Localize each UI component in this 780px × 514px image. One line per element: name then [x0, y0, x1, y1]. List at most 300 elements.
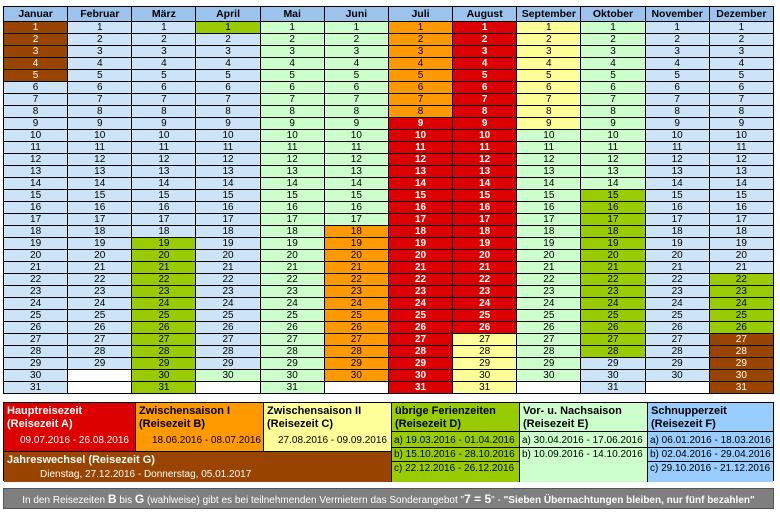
day-cell: 12 [260, 154, 324, 166]
legend-c-subtitle: (Reisezeit C) [267, 418, 334, 430]
day-cell: 18 [260, 226, 324, 238]
day-cell: 25 [517, 310, 581, 322]
day-cell: 28 [388, 346, 452, 358]
day-cell: 29 [581, 358, 645, 370]
day-cell: 29 [324, 358, 388, 370]
day-cell: 10 [709, 130, 773, 142]
day-cell: 15 [196, 190, 260, 202]
day-cell: 11 [645, 142, 709, 154]
day-cell: 29 [68, 358, 132, 370]
day-cell: 23 [709, 286, 773, 298]
day-cell: 3 [709, 46, 773, 58]
day-cell: 28 [260, 346, 324, 358]
day-cell: 27 [260, 334, 324, 346]
day-cell: 9 [68, 118, 132, 130]
special-offer-banner [3, 488, 774, 509]
day-cell: 26 [453, 322, 517, 334]
day-cell: 5 [453, 70, 517, 82]
day-cell: 10 [324, 130, 388, 142]
day-cell: 17 [453, 214, 517, 226]
day-cell: 10 [68, 130, 132, 142]
day-cell: 20 [517, 250, 581, 262]
day-cell: 1 [517, 22, 581, 34]
day-cell: 15 [68, 190, 132, 202]
day-cell: 13 [196, 166, 260, 178]
day-cell: 9 [581, 118, 645, 130]
day-cell: 26 [4, 322, 68, 334]
day-cell: 20 [324, 250, 388, 262]
day-cell: 16 [517, 202, 581, 214]
day-cell: 4 [324, 58, 388, 70]
legend-c [264, 403, 392, 451]
banner-season-b: B [107, 492, 117, 506]
month-header-11: November [645, 7, 709, 22]
day-cell: 4 [388, 58, 452, 70]
day-row [4, 46, 774, 58]
day-row [4, 226, 774, 238]
day-cell: 12 [453, 154, 517, 166]
day-cell: 26 [581, 322, 645, 334]
day-cell: 18 [581, 226, 645, 238]
day-row [4, 106, 774, 118]
month-header-10: Oktober [581, 7, 645, 22]
day-cell: 26 [132, 322, 196, 334]
day-cell: 16 [709, 202, 773, 214]
day-cell: 22 [388, 274, 452, 286]
day-cell: 7 [324, 94, 388, 106]
day-cell: 23 [324, 286, 388, 298]
banner-season-g: G [134, 492, 145, 506]
day-row [4, 118, 774, 130]
day-cell: 3 [260, 46, 324, 58]
day-cell: 13 [260, 166, 324, 178]
day-cell: 21 [260, 262, 324, 274]
day-cell: 8 [132, 106, 196, 118]
day-cell: 31 [132, 382, 196, 394]
day-cell: 1 [196, 22, 260, 34]
day-cell: 31 [388, 382, 452, 394]
day-cell: 24 [453, 298, 517, 310]
day-cell: 2 [645, 34, 709, 46]
day-cell: 14 [645, 178, 709, 190]
day-cell: 5 [517, 70, 581, 82]
day-row [4, 298, 774, 310]
month-header-row [4, 7, 774, 22]
banner-offer: 7 = 5 [464, 492, 492, 506]
day-cell: 30 [709, 370, 773, 382]
day-cell: 27 [68, 334, 132, 346]
day-cell: 26 [324, 322, 388, 334]
day-cell: 3 [4, 46, 68, 58]
day-cell: 9 [517, 118, 581, 130]
day-cell: 1 [709, 22, 773, 34]
day-cell: 4 [196, 58, 260, 70]
day-cell: 7 [453, 94, 517, 106]
day-cell: 13 [132, 166, 196, 178]
day-cell: 15 [453, 190, 517, 202]
day-cell: 24 [388, 298, 452, 310]
day-row [4, 274, 774, 286]
day-cell: 16 [132, 202, 196, 214]
day-cell: 16 [4, 202, 68, 214]
day-cell: 22 [709, 274, 773, 286]
legend-a [4, 403, 136, 451]
day-cell: 25 [388, 310, 452, 322]
day-cell: 31 [581, 382, 645, 394]
day-cell: 19 [324, 238, 388, 250]
day-cell: 27 [196, 334, 260, 346]
day-cell: 21 [453, 262, 517, 274]
day-cell: 11 [709, 142, 773, 154]
day-cell: 7 [709, 94, 773, 106]
day-cell: 18 [4, 226, 68, 238]
day-cell: 23 [453, 286, 517, 298]
day-cell: 19 [4, 238, 68, 250]
legend-d-range-c: c) 22.12.2016 - 26.12.2016 [392, 461, 519, 475]
day-cell: 30 [453, 370, 517, 382]
day-cell: 4 [132, 58, 196, 70]
day-cell: 3 [388, 46, 452, 58]
day-cell: 18 [645, 226, 709, 238]
day-row [4, 82, 774, 94]
day-cell: 28 [68, 346, 132, 358]
legend-d-title: übrige Ferienzeiten [395, 405, 496, 417]
day-cell: 11 [324, 142, 388, 154]
day-cell: 28 [453, 346, 517, 358]
day-cell: 2 [324, 34, 388, 46]
legend-a-range: 09.07.2016 - 26.08.2016 [20, 435, 129, 446]
day-cell: 19 [645, 238, 709, 250]
legend-g [4, 451, 392, 482]
legend-f-range-a: a) 06.01.2016 - 18.03.2016 [648, 431, 773, 447]
day-row [4, 370, 774, 382]
day-row [4, 70, 774, 82]
day-cell: 22 [4, 274, 68, 286]
day-row [4, 94, 774, 106]
day-cell: 24 [4, 298, 68, 310]
day-cell: 24 [196, 298, 260, 310]
banner-mid2: (wahlweise) gibt es bei teilnehmenden Vermietern das Sonderangebot " [144, 495, 465, 506]
day-cell: 20 [645, 250, 709, 262]
day-cell: 8 [68, 106, 132, 118]
day-row [4, 22, 774, 34]
day-cell: 9 [453, 118, 517, 130]
day-cell: 24 [132, 298, 196, 310]
legend-b-title: Zwischensaison I [139, 405, 231, 417]
legend-d-range-b: b) 15.10.2016 - 28.10.2016 [392, 447, 519, 461]
day-cell: 29 [709, 358, 773, 370]
day-cell: 27 [453, 334, 517, 346]
day-cell: 23 [645, 286, 709, 298]
day-cell: 20 [4, 250, 68, 262]
day-cell: 13 [388, 166, 452, 178]
day-cell: 25 [709, 310, 773, 322]
legend-e-range-b: b) 10.09.2016 - 14.10.2016 [520, 447, 647, 461]
day-cell: 1 [453, 22, 517, 34]
day-cell: 9 [388, 118, 452, 130]
day-cell: 8 [645, 106, 709, 118]
day-row [4, 202, 774, 214]
day-cell: 10 [581, 130, 645, 142]
day-cell: 6 [68, 82, 132, 94]
day-cell: 12 [517, 154, 581, 166]
day-cell: 12 [4, 154, 68, 166]
day-cell: 6 [453, 82, 517, 94]
day-cell: 1 [324, 22, 388, 34]
legend-f-title: Schnupperzeit [651, 405, 727, 417]
day-row [4, 34, 774, 46]
day-cell: 8 [581, 106, 645, 118]
day-cell: 15 [709, 190, 773, 202]
day-cell: 2 [709, 34, 773, 46]
day-row [4, 166, 774, 178]
day-cell: 25 [453, 310, 517, 322]
day-cell: 29 [645, 358, 709, 370]
day-cell: 7 [581, 94, 645, 106]
day-cell: 8 [196, 106, 260, 118]
day-cell: 14 [324, 178, 388, 190]
day-cell: 9 [4, 118, 68, 130]
day-cell: 28 [709, 346, 773, 358]
day-cell: 31 [4, 382, 68, 394]
banner-mid3: " - [491, 495, 504, 506]
day-cell: 13 [645, 166, 709, 178]
day-cell: 21 [324, 262, 388, 274]
day-cell: 12 [196, 154, 260, 166]
day-cell: 4 [517, 58, 581, 70]
day-cell: 30 [581, 370, 645, 382]
day-cell: 3 [645, 46, 709, 58]
day-cell: 19 [68, 238, 132, 250]
empty-cell [645, 382, 709, 394]
legend-e [520, 403, 648, 482]
day-cell: 14 [4, 178, 68, 190]
day-cell: 31 [709, 382, 773, 394]
day-cell: 7 [517, 94, 581, 106]
day-cell: 23 [132, 286, 196, 298]
legend-f [648, 403, 773, 482]
day-cell: 14 [453, 178, 517, 190]
day-cell: 17 [517, 214, 581, 226]
day-cell: 24 [517, 298, 581, 310]
day-cell: 30 [4, 370, 68, 382]
day-cell: 22 [260, 274, 324, 286]
day-cell: 27 [324, 334, 388, 346]
day-cell: 7 [645, 94, 709, 106]
day-row [4, 250, 774, 262]
day-cell: 28 [4, 346, 68, 358]
day-cell: 3 [324, 46, 388, 58]
day-cell: 17 [4, 214, 68, 226]
day-cell: 31 [260, 382, 324, 394]
day-cell: 22 [196, 274, 260, 286]
day-cell: 8 [388, 106, 452, 118]
day-cell: 6 [388, 82, 452, 94]
day-cell: 8 [709, 106, 773, 118]
day-row [4, 214, 774, 226]
day-cell: 19 [517, 238, 581, 250]
day-cell: 15 [388, 190, 452, 202]
empty-cell [68, 370, 132, 382]
banner-slogan: "Sieben Übernachtungen bleiben, nur fünf bezahlen" [503, 495, 755, 506]
day-cell: 4 [453, 58, 517, 70]
day-cell: 25 [68, 310, 132, 322]
day-cell: 17 [132, 214, 196, 226]
day-cell: 13 [4, 166, 68, 178]
day-cell: 21 [709, 262, 773, 274]
day-cell: 13 [581, 166, 645, 178]
day-cell: 6 [324, 82, 388, 94]
day-cell: 23 [388, 286, 452, 298]
day-cell: 22 [453, 274, 517, 286]
day-cell: 19 [581, 238, 645, 250]
day-cell: 5 [388, 70, 452, 82]
day-cell: 24 [645, 298, 709, 310]
day-cell: 24 [324, 298, 388, 310]
day-cell: 12 [132, 154, 196, 166]
day-cell: 18 [388, 226, 452, 238]
day-cell: 17 [709, 214, 773, 226]
day-cell: 13 [68, 166, 132, 178]
day-row [4, 322, 774, 334]
day-cell: 2 [132, 34, 196, 46]
day-cell: 13 [517, 166, 581, 178]
day-cell: 20 [709, 250, 773, 262]
day-cell: 11 [132, 142, 196, 154]
legend-e-subtitle: (Reisezeit E) [523, 418, 589, 430]
day-cell: 28 [324, 346, 388, 358]
legend-f-subtitle: (Reisezeit F) [651, 418, 716, 430]
day-cell: 22 [68, 274, 132, 286]
day-cell: 18 [453, 226, 517, 238]
day-cell: 23 [517, 286, 581, 298]
day-cell: 6 [4, 82, 68, 94]
day-row [4, 358, 774, 370]
day-cell: 10 [453, 130, 517, 142]
day-cell: 22 [645, 274, 709, 286]
day-cell: 6 [645, 82, 709, 94]
day-cell: 14 [196, 178, 260, 190]
day-cell: 17 [645, 214, 709, 226]
day-cell: 20 [581, 250, 645, 262]
day-cell: 21 [4, 262, 68, 274]
day-cell: 20 [196, 250, 260, 262]
day-cell: 18 [132, 226, 196, 238]
day-cell: 12 [324, 154, 388, 166]
day-cell: 7 [196, 94, 260, 106]
day-cell: 16 [260, 202, 324, 214]
day-cell: 11 [196, 142, 260, 154]
day-cell: 27 [517, 334, 581, 346]
day-cell: 20 [68, 250, 132, 262]
day-cell: 11 [4, 142, 68, 154]
legend-a-title: Hauptreisezeit [7, 405, 83, 417]
day-cell: 1 [260, 22, 324, 34]
day-cell: 29 [196, 358, 260, 370]
day-cell: 19 [453, 238, 517, 250]
day-cell: 30 [260, 370, 324, 382]
day-cell: 30 [196, 370, 260, 382]
day-cell: 18 [68, 226, 132, 238]
day-cell: 23 [4, 286, 68, 298]
day-cell: 4 [260, 58, 324, 70]
day-cell: 18 [324, 226, 388, 238]
day-cell: 16 [68, 202, 132, 214]
day-cell: 18 [709, 226, 773, 238]
day-cell: 24 [581, 298, 645, 310]
day-cell: 30 [388, 370, 452, 382]
day-cell: 21 [517, 262, 581, 274]
day-cell: 4 [581, 58, 645, 70]
day-cell: 29 [453, 358, 517, 370]
day-cell: 5 [709, 70, 773, 82]
day-row [4, 58, 774, 70]
day-cell: 28 [196, 346, 260, 358]
day-cell: 29 [260, 358, 324, 370]
day-cell: 19 [709, 238, 773, 250]
day-cell: 7 [260, 94, 324, 106]
day-cell: 7 [68, 94, 132, 106]
day-cell: 15 [4, 190, 68, 202]
day-cell: 13 [453, 166, 517, 178]
day-cell: 25 [581, 310, 645, 322]
day-cell: 5 [196, 70, 260, 82]
day-cell: 11 [453, 142, 517, 154]
day-cell: 2 [68, 34, 132, 46]
day-cell: 15 [324, 190, 388, 202]
day-cell: 5 [68, 70, 132, 82]
season-calendar [3, 6, 774, 394]
day-cell: 16 [196, 202, 260, 214]
day-cell: 21 [581, 262, 645, 274]
day-cell: 29 [132, 358, 196, 370]
day-cell: 15 [260, 190, 324, 202]
day-cell: 19 [388, 238, 452, 250]
day-cell: 5 [132, 70, 196, 82]
day-row [4, 130, 774, 142]
month-header-12: Dezember [709, 7, 773, 22]
day-cell: 26 [68, 322, 132, 334]
legend-c-range: 27.08.2016 - 09.09.2016 [278, 435, 387, 446]
day-cell: 12 [645, 154, 709, 166]
day-cell: 2 [4, 34, 68, 46]
day-cell: 20 [453, 250, 517, 262]
day-cell: 21 [388, 262, 452, 274]
day-cell: 27 [709, 334, 773, 346]
day-cell: 11 [388, 142, 452, 154]
day-cell: 17 [388, 214, 452, 226]
day-cell: 6 [132, 82, 196, 94]
day-cell: 10 [132, 130, 196, 142]
day-cell: 3 [132, 46, 196, 58]
day-cell: 27 [4, 334, 68, 346]
day-row [4, 334, 774, 346]
day-cell: 2 [388, 34, 452, 46]
day-cell: 13 [709, 166, 773, 178]
legend-f-range-c: c) 29.10.2016 - 21.12.2016 [648, 461, 773, 475]
day-cell: 16 [645, 202, 709, 214]
month-header-7: Juli [388, 7, 452, 22]
legend-d-subtitle: (Reisezeit D) [395, 418, 462, 430]
day-cell: 11 [68, 142, 132, 154]
banner-prefix: In den Reisezeiten [22, 495, 108, 506]
legend-e-range-a: a) 30.04.2016 - 17.06.2016 [520, 431, 647, 447]
day-cell: 7 [388, 94, 452, 106]
day-row [4, 346, 774, 358]
day-cell: 26 [196, 322, 260, 334]
day-cell: 8 [324, 106, 388, 118]
empty-cell [196, 382, 260, 394]
